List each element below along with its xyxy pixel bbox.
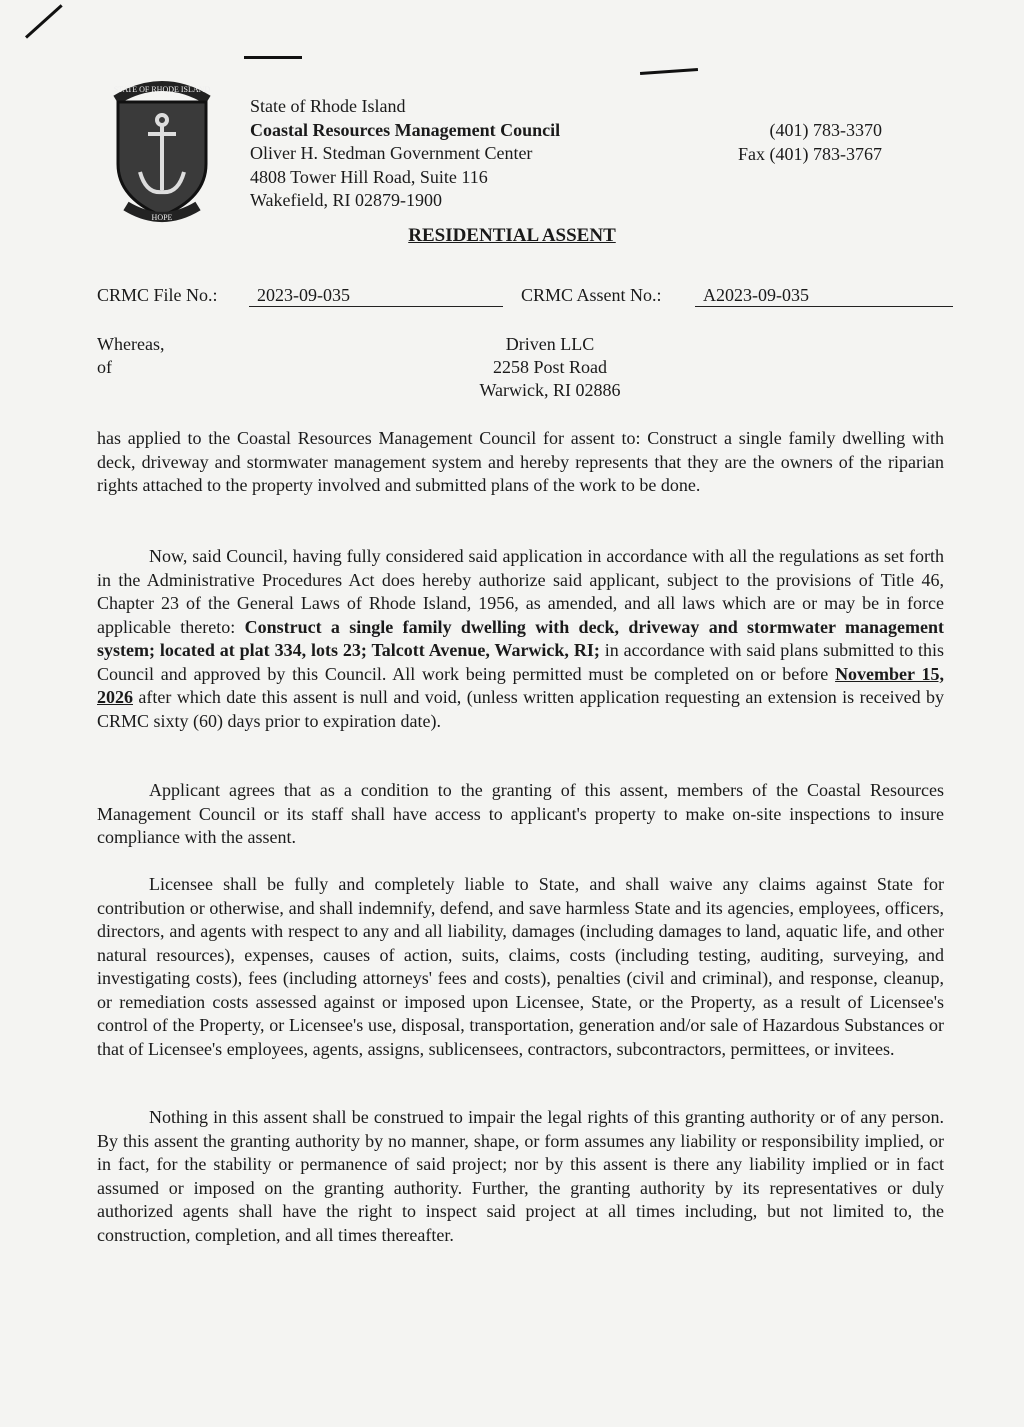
paragraph-access-text: Applicant agrees that as a condition to the granting of this assent, members of the Coastal Resources Management Council or its staff shall have access to applicant's property to make on-site inspections to insure compliance with the assent. — [97, 780, 944, 847]
applicant-address-line2: Warwick, RI 02886 — [479, 380, 621, 400]
assent-number-underline — [695, 306, 953, 307]
authorization-text-2: in accordance with said plans submitted to this Council and approved by this Council. All work being permitted must be completed on or before — [97, 640, 944, 684]
svg-text:HOPE: HOPE — [151, 213, 173, 222]
paragraph-authorization — [97, 545, 944, 733]
file-number-underline — [249, 306, 503, 307]
expiration-date: November 15, 2026 — [97, 663, 945, 707]
state-seal — [108, 72, 216, 226]
pen-mark-slash — [25, 4, 63, 38]
file-number-label: CRMC File No.: — [97, 285, 218, 305]
paragraph-access — [97, 779, 944, 850]
fax-number: Fax (401) 783-3767 — [738, 143, 882, 164]
applicant-name: Driven LLC — [505, 334, 595, 354]
assent-number-value: A2023-09-035 — [703, 285, 809, 305]
agency-address — [250, 95, 560, 213]
file-number-value: 2023-09-035 — [257, 285, 350, 305]
street-address: 4808 Tower Hill Road, Suite 116 — [250, 166, 488, 187]
city-address: Wakefield, RI 02879-1900 — [250, 190, 443, 210]
whereas-label: Whereas, — [97, 334, 165, 354]
paragraph-liability — [97, 873, 944, 1061]
applicant-block — [420, 333, 680, 402]
state-name: State of Rhode Island — [250, 96, 406, 116]
of-label: of — [97, 357, 112, 377]
agency-contact — [738, 119, 882, 166]
authorization-text-1: Now, said Council, having fully considered said application in accordance with all the regulations as set forth in the Administrative Procedures Act does hereby authorize said applicant, subject to the provisions of Title 46, Chapter 23 of the General Laws of Rhode Island, 1956, as amended, and all laws which are or may be in force applicable thereto: — [97, 546, 944, 637]
paragraph-liability-text: Licensee shall be fully and completely liable to State, and shall waive any claims against State for contribution or otherwise, and shall indemnify, defend, and save harmless State and its agencies, employees, officers, directors, and agents with respect to any and all liability, damages (including damages to land, aquatic life, and other natural resources), expenses, causes of action, suits, claims, costs (including testing, auditing, surveying, and investigating costs), fees (including attorneys' fees and costs), penalties (civil and criminal), and response, cleanup, or remediation costs assessed against or imposed upon Licensee, State, or the Property, as a result of Licensee's control of the Property, or Licensee's use, disposal, transportation, generation and/or sale of Hazardous Substances or that of Licensee's employees, agents, assigns, sublicensees, contractors, subcontractors, permittees, or invitees. — [97, 874, 944, 1059]
agency-name: Coastal Resources Management Council — [250, 119, 561, 140]
assent-number-label: CRMC Assent No.: — [521, 285, 662, 305]
building-name: Oliver H. Stedman Government Center — [250, 143, 533, 163]
svg-text:STATE OF RHODE ISLAND: STATE OF RHODE ISLAND — [113, 85, 211, 94]
pen-mark-dash-left — [244, 56, 302, 59]
paragraph-legal-rights — [97, 1106, 944, 1247]
authorization-text-3: after which date this assent is null and void, (unless written application requesting an extension is received by CRMC sixty (60) days prior to expiration date). — [97, 687, 944, 731]
authorized-work: Construct a single family dwelling with deck, driveway and stormwater management system; located at plat 334, lots 23; Talcott Avenue, Warwick, RI; — [97, 616, 944, 660]
paragraph-legal-rights-text: Nothing in this assent shall be construed to impair the legal rights of this granting authority or of any person. By this assent the granting authority by no manner, shape, or form assumes any liability or responsibility implied, or in fact, for the stability or permanence of said project; nor by this assent is there any liability implied or in fact assumed or imposed on the granting authority. Further, the granting authority by its representatives or duly authorized agents shall have the right to inspect said project at all times including, but not limited to, the construction, completion, and all times thereafter. — [97, 1107, 944, 1245]
document-title — [0, 225, 1024, 247]
pen-mark-dash-right — [640, 68, 698, 75]
applicant-address-line1: 2258 Post Road — [492, 357, 607, 377]
whereas-labels — [97, 333, 164, 379]
paragraph-application — [97, 427, 944, 498]
document-title-text: RESIDENTIAL ASSENT — [408, 225, 616, 246]
paragraph-application-text: has applied to the Coastal Resources Management Council for assent to: Construct a single family dwelling with deck, driveway and stormwater management system and hereby represents that they are the owners of the riparian rights attached to the property involved and submitted plans of the work to be done. — [97, 428, 944, 495]
phone-number: (401) 783-3370 — [769, 120, 882, 140]
